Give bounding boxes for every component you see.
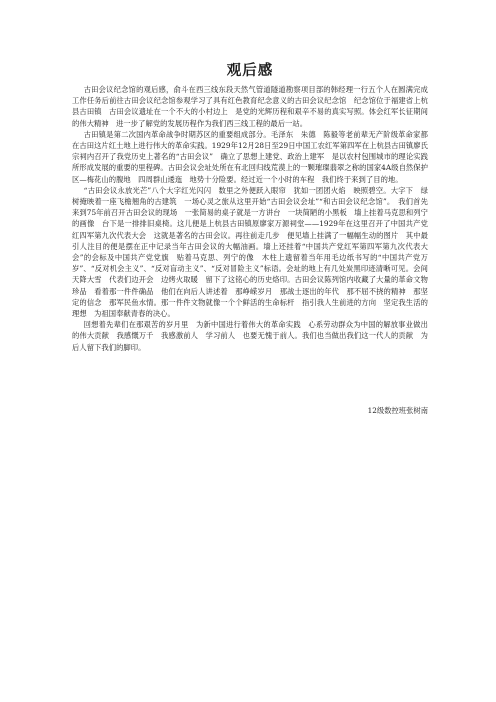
author-signature: 12级数控班张树南 bbox=[367, 405, 428, 415]
paragraph-2: 古田镇是第二次国内革命战争时期苏区的重要组成部分。毛泽东 朱德 陈毅等老前辈无产阶级革命家都在古田这片红土地上进行伟大的革命实践。1929年12月28日至29日中国工农红军第四军在上杭县古田镇廖氏宗祠内召开了我党历史上著名的“古田会议” 确立了思想上建党、政治上建军 是以农村包围城市的理论实践所形成发展的重要的里程碑。古田会议会址处所在有北回归线荒漠上的一颗璀璨翡翠之称的国家4A级自然保护区—梅花山的腹地 四周群山逶迤 地势十分险要。经过近一个小时的车程 我们终于来到了目的地。 bbox=[72, 129, 428, 184]
document-page bbox=[72, 62, 428, 416]
paragraph-3: “古田会议永放光芒”八个大字红光闪闪 数里之外便跃入眼帘 犹如一团团火焰 映照碧空。大字下 绿树掩映着一座飞檐翘角的古建筑 一场心灵之旅从这里开始“古田会议会址”“和古田会议纪念馆”。 我们首先来到75年前召开古田会议的现场 一张简易的桌子就是一方讲台 一块简陋的小黑板 墙上挂着马克思和列宁的画像 台下是一排排旧桌椅。这儿便是上杭县古田镇原廖家万源祠堂——1929年在这里召开了中国共产党红四军第九次代表大会 这就是著名的古田会议。再往前走几步 便见墙上挂满了一幅幅生动的图片 其中最引人注目的便是摆在正中记录当年古田会议的大幅油画。墙上还挂着“中国共产党红军第四军第九次代表大会”的会标及中国共产党党旗 贴着马克思、列宁的像 木柱上遗留着当年用毛边纸书写的“中国共产党万岁”、“反对机会主义”、“反对盲动主义”、“反对冒险主义”标语。会址的地上有几处炭黑印迹清晰可见。会间天降大雪 代表们边开会 边烤火取暖 留下了这铭心的历史烙印。古田会议陈列馆内收藏了大量的革命文物珍品 看着那一件件确品 他们在向后人讲述着 那峥嵘岁月 那战士逐出的年代 那不屈不挠的精神 那坚定的信念 那军民鱼水情。那一件件文物就像一个个鲜活的生命标杆 指引我人生前进的方向 坚定我生活的理想 为祖国奉献青春的决心。 bbox=[72, 185, 428, 319]
paragraph-4: 回想着先辈们在那艰苦的岁月里 为新中国进行着伟大的革命实践 心系劳动群众为中国的解放事业做出的伟大贡献 我感慨万千 我感激前人 学习前人 也要无愧于前人。我们也当做出我们这一代人的贡献 为后人留下我们的脚印。 bbox=[72, 320, 428, 352]
document-title: 观后感 bbox=[226, 62, 274, 79]
paragraph-1: 古田会议纪念馆的观后感，俞斗在西三线东段天然气管道隧道勘察项目部的韩经理一行五个人在圆满完成工作任务后前往古田会议纪念馆参观学习了具有红色教育纪念意义的古田会议纪念馆 纪念馆位于福建省上杭县古田镇 古田会议遗址在一个不大的小村边上 是党的光辉历程和艰辛不易的真实写照。体会红军长征期间的伟大精神 进一步了解党的发展历程作为我们西三线工程的最后一站。 bbox=[72, 85, 428, 128]
